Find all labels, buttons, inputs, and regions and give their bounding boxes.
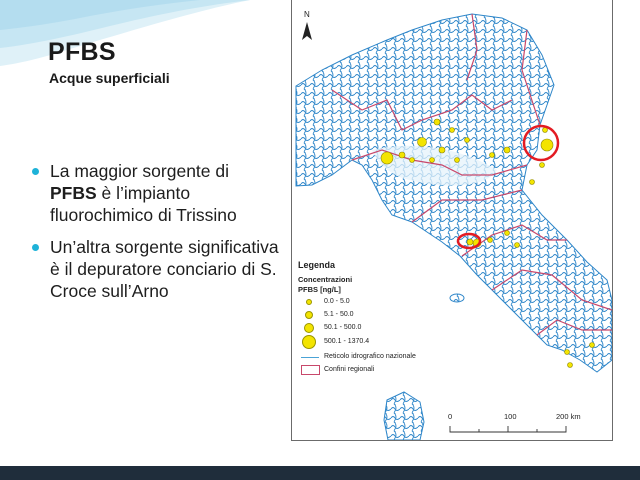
- legend-class: 500.1 - 1370.4: [298, 335, 448, 350]
- bullet-text-bold: PFBS: [50, 183, 97, 203]
- bullet-text-line1: La maggior sorgente di: [50, 161, 229, 181]
- sardinia-shape: [384, 392, 424, 440]
- elba-shape: [450, 294, 464, 302]
- scale-bar-line: [448, 412, 588, 438]
- footer-bar: [0, 466, 640, 480]
- legend-title: Legenda: [298, 260, 336, 270]
- bullet-item: [30, 160, 292, 226]
- bullet-text-line3: fluorochimico di Trissino: [50, 205, 237, 225]
- region-border-icon: [301, 365, 320, 375]
- legend-class: 0.0 - 5.0: [298, 296, 448, 308]
- north-label: N: [304, 10, 310, 19]
- bullet-text-rest: è l’impianto: [96, 183, 191, 203]
- legend-heading: Concentrazioni: [298, 275, 353, 284]
- legend-regions: Confini regionali: [298, 364, 448, 376]
- bullet-item: [30, 236, 292, 302]
- legend-class: 50.1 - 500.0: [298, 322, 448, 334]
- scale-bar: 0 100 200 km: [448, 412, 588, 438]
- legend-class: 5.1 - 50.0: [298, 309, 448, 321]
- legend-symbol-icon: [304, 323, 314, 333]
- bullet-dot-icon: [32, 244, 39, 251]
- legend-rivers: Reticolo idrografico nazionale: [298, 351, 448, 363]
- bullet-dot-icon: [32, 168, 39, 175]
- legend-symbol-icon: [305, 311, 313, 319]
- slide-title: PFBS: [48, 38, 116, 66]
- legend-symbol-icon: [302, 335, 316, 349]
- river-line-icon: [301, 357, 319, 358]
- map-panel: [291, 0, 613, 441]
- bullet-text: Un’altra sorgente significativa è il depuratore conciario di S. Croce sull’Arno: [50, 237, 279, 301]
- legend-unit: PFBS [ng/L]: [298, 285, 341, 294]
- map-legend: [298, 260, 448, 376]
- bullet-list: [30, 160, 292, 312]
- legend-symbol-icon: [306, 299, 312, 305]
- north-arrow-icon: [302, 22, 312, 40]
- slide-subtitle: Acque superficiali: [49, 70, 170, 86]
